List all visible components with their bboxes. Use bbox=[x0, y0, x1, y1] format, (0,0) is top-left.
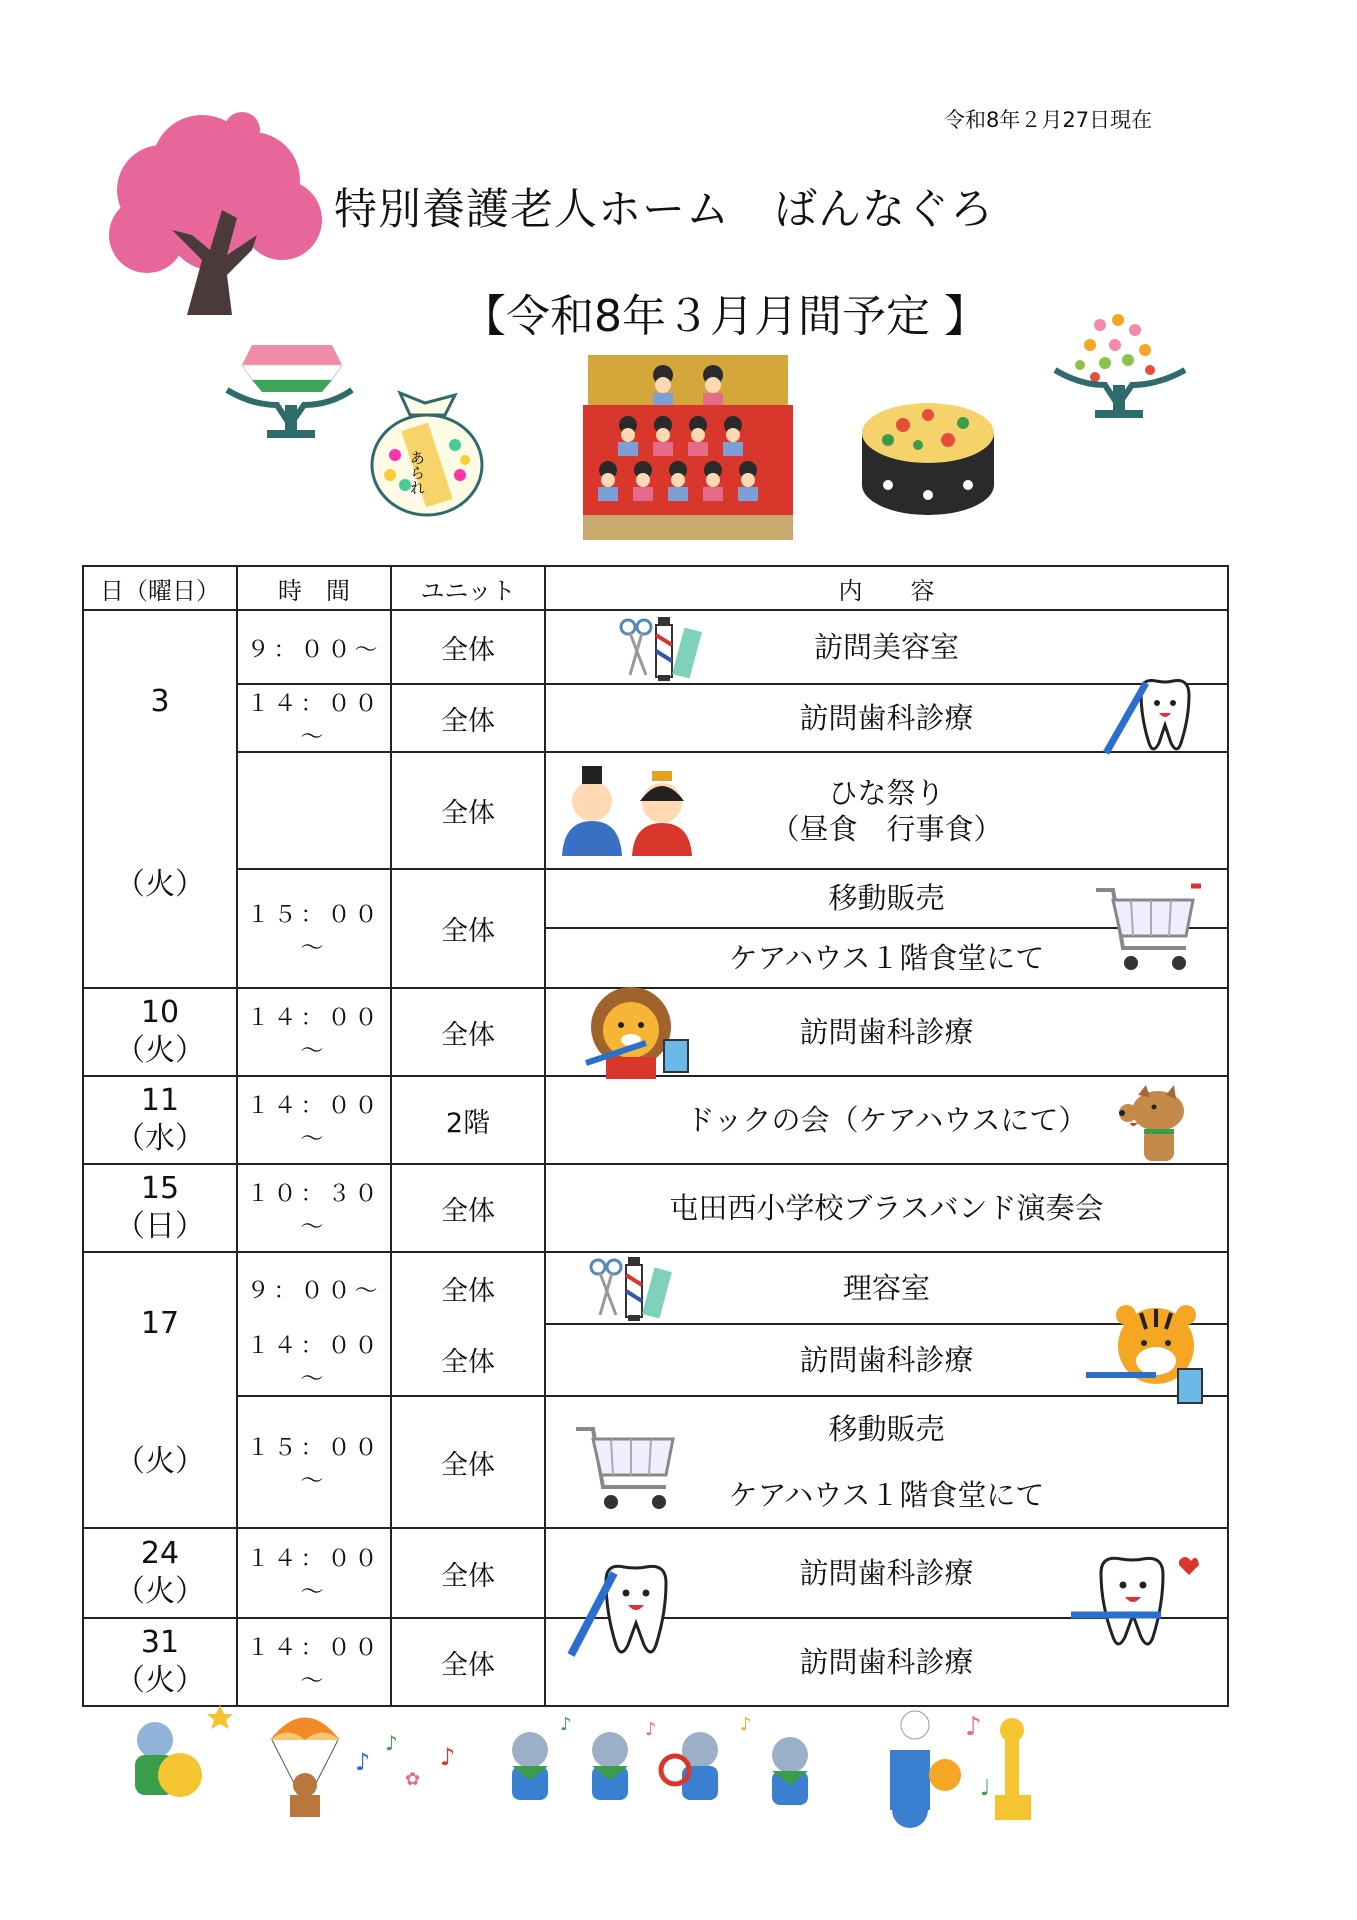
day-number: 3 bbox=[150, 684, 170, 719]
unit-cell: 全体 bbox=[391, 1396, 545, 1528]
day-number: 17 bbox=[140, 1306, 180, 1341]
header-unit: ユニット bbox=[391, 566, 545, 610]
day-cell-15 bbox=[83, 1164, 237, 1252]
content-cell bbox=[545, 1164, 1228, 1252]
table-row bbox=[83, 1252, 1228, 1324]
barber-tools-icon bbox=[586, 1255, 686, 1321]
content-cell bbox=[545, 1324, 1228, 1396]
content-cell bbox=[545, 1528, 1228, 1618]
day-cell-31 bbox=[83, 1618, 237, 1706]
header-content: 内 容 bbox=[545, 566, 1228, 610]
time-cell: １４：００～ bbox=[237, 1076, 391, 1164]
table-row bbox=[83, 988, 1228, 1076]
shopping-cart-icon bbox=[1091, 878, 1201, 978]
day-weekday: （火） bbox=[115, 1033, 205, 1068]
unit-cell: 全体 bbox=[391, 988, 545, 1076]
content-text-2: ケアハウス１階食堂にて bbox=[728, 1478, 1045, 1512]
arare-label: あられ bbox=[408, 450, 426, 495]
day-cell-24 bbox=[83, 1528, 237, 1618]
time-cell: １５：００～ bbox=[237, 869, 391, 988]
barber-tools-icon bbox=[616, 615, 716, 681]
unit-cell: 全体 bbox=[391, 1164, 545, 1252]
tooth-brush-icon bbox=[1101, 663, 1201, 763]
content-text: 理容室 bbox=[842, 1271, 930, 1305]
unit-cell: 2階 bbox=[391, 1076, 545, 1164]
content-text: ひな祭り bbox=[828, 775, 945, 810]
tiger-icon bbox=[1086, 1301, 1206, 1411]
content-cell bbox=[545, 1076, 1228, 1164]
day-number: 15 bbox=[140, 1171, 180, 1206]
day-cell-3 bbox=[83, 610, 237, 988]
svg-text:♪: ♪ bbox=[645, 1719, 657, 1740]
content-text: 移動販売 bbox=[546, 870, 1227, 929]
day-weekday: （火） bbox=[115, 1574, 205, 1609]
svg-text:✿: ✿ bbox=[405, 1769, 421, 1790]
day-number: 10 bbox=[140, 995, 180, 1030]
unit-cell: 全体 bbox=[391, 610, 545, 684]
header-day: 日（曜日） bbox=[83, 566, 237, 610]
page-title: 【令和8年３月月間予定 】 bbox=[462, 291, 988, 342]
content-cell bbox=[545, 1618, 1228, 1706]
time-cell: １４：００～ bbox=[237, 684, 391, 752]
content-text: 訪問歯科診療 bbox=[799, 1015, 974, 1049]
svg-text:♪: ♪ bbox=[740, 1714, 752, 1735]
table-header-row bbox=[83, 566, 1228, 610]
content-text: 訪問歯科診療 bbox=[799, 1343, 974, 1377]
table-row bbox=[83, 1618, 1228, 1706]
band-animals-icon bbox=[100, 1700, 1210, 1830]
time-cell: １４：００～ bbox=[237, 1528, 391, 1618]
day-number: 11 bbox=[140, 1083, 180, 1118]
svg-text:♪: ♪ bbox=[355, 1748, 371, 1776]
time-cell bbox=[237, 752, 391, 869]
schedule-table bbox=[82, 565, 1229, 1707]
hina-dolls-icon bbox=[578, 345, 798, 545]
content-text-2: ケアハウス１階食堂にて bbox=[728, 941, 1045, 975]
content-cell bbox=[545, 684, 1228, 752]
content-text: ドックの会（ケアハウスにて） bbox=[685, 1103, 1088, 1137]
table-row bbox=[83, 610, 1228, 684]
lion-icon bbox=[576, 985, 706, 1081]
svg-text:♪: ♪ bbox=[385, 1731, 398, 1755]
day-number: 24 bbox=[140, 1536, 180, 1571]
time-cell: １５：００～ bbox=[237, 1396, 391, 1528]
unit-cell: 全体 bbox=[391, 752, 545, 869]
day-weekday: （火） bbox=[115, 1444, 205, 1479]
table-row bbox=[83, 1076, 1228, 1164]
table-row bbox=[83, 1164, 1228, 1252]
day-number: 31 bbox=[140, 1625, 180, 1660]
day-cell-17 bbox=[83, 1252, 237, 1528]
unit-cell: 全体 bbox=[391, 684, 545, 752]
time-cell: １４：００～ bbox=[237, 1324, 391, 1396]
unit-cell: 全体 bbox=[391, 869, 545, 988]
content-text-2: （昼食 行事食） bbox=[770, 811, 1003, 846]
flower-bouquet-icon bbox=[1050, 305, 1190, 435]
content-cell bbox=[545, 869, 1228, 988]
date-note: 令和8年２月27日現在 bbox=[944, 108, 1153, 132]
content-text: 訪問歯科診療 bbox=[799, 701, 974, 735]
day-weekday: （水） bbox=[115, 1121, 205, 1156]
facility-name: 特別養護老人ホーム ばんなぐろ bbox=[334, 185, 994, 235]
time-cell: １４：００～ bbox=[237, 988, 391, 1076]
cherry-tree-icon bbox=[92, 110, 332, 320]
time-cell: ９：００～ bbox=[237, 1252, 391, 1324]
table-row bbox=[83, 869, 1228, 988]
content-text: 訪問歯科診療 bbox=[799, 1645, 974, 1679]
svg-text:♪: ♪ bbox=[560, 1714, 572, 1735]
table-row bbox=[83, 1324, 1228, 1396]
day-cell-10 bbox=[83, 988, 237, 1076]
hishimochi-icon bbox=[222, 330, 357, 450]
day-weekday: （日） bbox=[115, 1209, 205, 1244]
content-text: 屯田西小学校ブラスバンド演奏会 bbox=[669, 1191, 1104, 1225]
header-time: 時 間 bbox=[237, 566, 391, 610]
table-row bbox=[83, 752, 1228, 869]
day-weekday: （火） bbox=[115, 1663, 205, 1698]
table-row bbox=[83, 1396, 1228, 1528]
table-row bbox=[83, 1528, 1228, 1618]
svg-text:♪: ♪ bbox=[965, 1712, 982, 1742]
chirashi-sushi-icon bbox=[858, 395, 998, 520]
content-cell bbox=[545, 1396, 1228, 1528]
svg-text:♩: ♩ bbox=[980, 1776, 991, 1801]
content-text: 訪問美容室 bbox=[813, 630, 959, 664]
unit-cell: 全体 bbox=[391, 1252, 545, 1324]
svg-text:♪: ♪ bbox=[440, 1743, 456, 1771]
content-cell bbox=[545, 988, 1228, 1076]
content-text: 訪問歯科診療 bbox=[799, 1556, 974, 1590]
time-cell: ９：００～ bbox=[237, 610, 391, 684]
shopping-cart-icon bbox=[571, 1417, 681, 1517]
table-row bbox=[83, 684, 1228, 752]
unit-cell: 全体 bbox=[391, 1528, 545, 1618]
hina-pair-icon bbox=[554, 761, 704, 861]
time-cell: １４：００～ bbox=[237, 1618, 391, 1706]
day-weekday: （火） bbox=[115, 867, 205, 902]
unit-cell: 全体 bbox=[391, 1324, 545, 1396]
arare-bag-icon bbox=[365, 385, 490, 520]
unit-cell: 全体 bbox=[391, 1618, 545, 1706]
day-cell-11 bbox=[83, 1076, 237, 1164]
content-text: 移動販売 bbox=[828, 1412, 945, 1446]
dog-icon bbox=[1116, 1083, 1191, 1163]
content-cell bbox=[545, 752, 1228, 869]
time-cell: １０：３０～ bbox=[237, 1164, 391, 1252]
